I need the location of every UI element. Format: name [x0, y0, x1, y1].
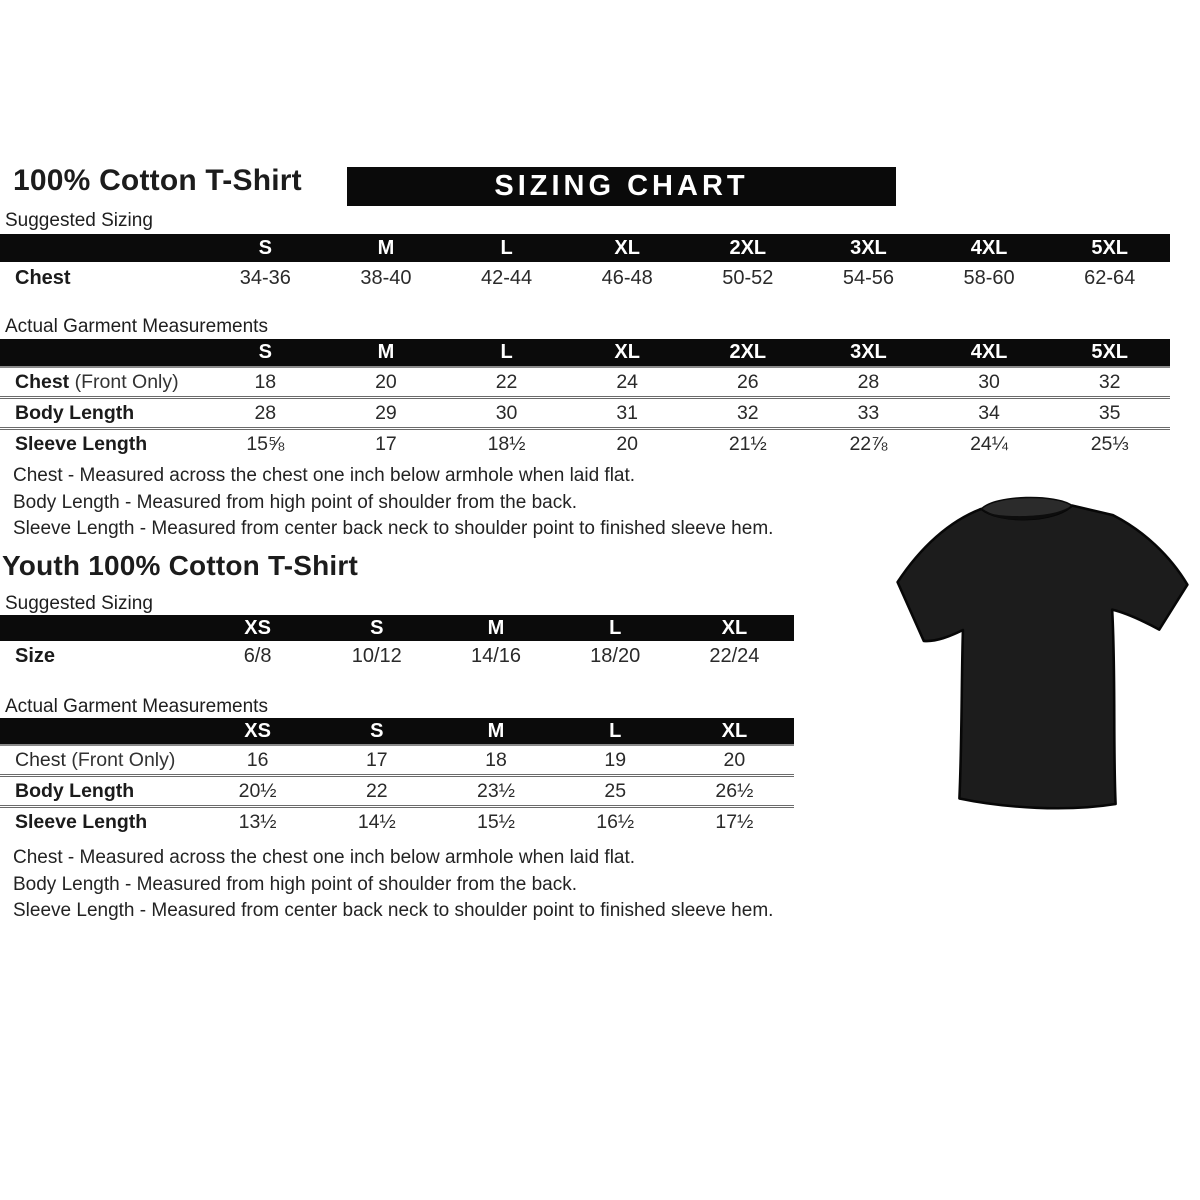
cell: 22/24	[709, 645, 760, 667]
adult-chest-row	[0, 262, 1170, 295]
cell: 50-52	[722, 267, 774, 289]
size-column-header: M	[487, 719, 505, 742]
size-column-header: L	[609, 616, 622, 639]
size-column-header: 4XL	[970, 236, 1008, 259]
tshirt-graphic	[878, 458, 1200, 828]
row-label: Body Length	[15, 779, 135, 802]
cell: 42-44	[480, 267, 533, 289]
cell: 17	[365, 748, 388, 771]
cell: 26	[736, 370, 759, 393]
cell: 32	[1098, 370, 1121, 393]
cell: 24	[616, 370, 639, 393]
note-chest: Chest - Measured across the chest one inch below armhole when laid flat.	[13, 465, 636, 486]
cell: 24¼	[970, 432, 1009, 455]
row-label-suffix: (Front Only)	[69, 370, 179, 393]
size-column-header: L	[500, 341, 513, 363]
size-column-header: XS	[244, 616, 271, 639]
row-label: Size	[15, 645, 56, 667]
black-tshirt-image	[878, 458, 1200, 828]
cell: 13½	[238, 810, 277, 833]
size-column-header: M	[487, 616, 505, 639]
cell: 20	[616, 432, 639, 455]
size-column-header: 2XL	[729, 236, 767, 259]
youth-measurement-notes	[13, 845, 773, 925]
size-column-header: S	[370, 616, 384, 639]
size-column-header: S	[258, 236, 272, 259]
youth-chest-front-only-row	[0, 744, 794, 774]
cell: 15⅝	[246, 432, 285, 455]
size-column-header: 5XL	[1091, 341, 1129, 363]
note-body-length: Body Length - Measured from high point of shoulder from the back.	[13, 491, 577, 513]
note-sleeve-length: Sleeve Length - Measured from center back neck to shoulder point to finished sleeve hem.	[13, 518, 774, 539]
size-column-header: XS	[244, 719, 271, 742]
cell: 38-40	[360, 267, 412, 289]
cell: 46-48	[601, 267, 653, 289]
size-column-header: S	[370, 719, 384, 742]
cell: 33	[857, 401, 880, 424]
size-column-header: XL	[721, 719, 748, 742]
cell: 22⅞	[849, 432, 888, 455]
size-column-header: 5XL	[1091, 236, 1129, 259]
cell: 18	[254, 370, 277, 393]
row-label-main: Chest	[15, 370, 70, 393]
adult-body-length-row	[0, 396, 1170, 427]
cell: 18½	[487, 432, 526, 455]
youth-body-length-row	[0, 774, 794, 805]
adult-sleeve-length-row	[0, 427, 1170, 458]
cell: 20	[375, 370, 397, 393]
cell: 17	[375, 432, 397, 455]
cell: 6/8	[243, 645, 272, 667]
cell: 19	[604, 748, 627, 771]
cell: 28	[254, 401, 277, 424]
youth-size-row	[0, 641, 794, 672]
size-column-header: L	[500, 236, 513, 259]
size-column-header: 3XL	[850, 341, 887, 363]
cell: 10/12	[351, 645, 402, 667]
adult-garment-measurements-label: Actual Garment Measurements	[5, 316, 268, 337]
cell: 29	[375, 401, 397, 424]
cell: 31	[616, 401, 639, 424]
adult-garment-header-row	[0, 339, 1170, 366]
cell: 22	[495, 370, 518, 393]
youth-garment-table	[0, 718, 794, 836]
row-label: Chest	[15, 267, 71, 289]
row-label: Sleeve Length	[15, 432, 148, 455]
cell: 58-60	[963, 267, 1015, 289]
cell: 16½	[596, 810, 635, 833]
cell: 62-64	[1084, 267, 1136, 289]
cell: 26½	[715, 779, 754, 802]
size-column-header: M	[377, 236, 395, 259]
adult-suggested-sizing-table	[0, 234, 1170, 295]
cell: 18/20	[590, 645, 641, 667]
size-column-header: 4XL	[970, 341, 1008, 363]
youth-suggested-sizing-label: Suggested Sizing	[5, 593, 153, 614]
adult-garment-table	[0, 339, 1170, 458]
youth-section-title: Youth 100% Cotton T-Shirt	[2, 550, 359, 581]
youth-suggested-header-row	[0, 615, 794, 641]
cell: 14/16	[470, 645, 522, 667]
cell: 34-36	[239, 267, 291, 289]
adult-section-title: 100% Cotton T-Shirt	[13, 164, 302, 197]
sizing-chart-banner-text: SIZING CHART	[494, 170, 749, 202]
row-label	[0, 371, 205, 394]
cell: 34	[978, 401, 1000, 424]
youth-sleeve-length-row	[0, 805, 794, 836]
cell: 18	[485, 748, 507, 771]
size-column-header: L	[609, 719, 622, 742]
size-column-header: XL	[721, 616, 748, 639]
youth-garment-header-row	[0, 718, 794, 744]
tshirt-body	[896, 504, 1188, 809]
adult-measurement-notes	[13, 463, 773, 543]
note-sleeve-length: Sleeve Length - Measured from center back neck to shoulder point to finished sleeve hem.	[13, 900, 774, 921]
note-body-length: Body Length - Measured from high point of shoulder from the back.	[13, 873, 577, 895]
cell: 30	[495, 401, 518, 424]
size-column-header: S	[258, 341, 272, 363]
row-label	[0, 749, 198, 772]
cell: 25⅓	[1090, 432, 1129, 455]
note-chest: Chest - Measured across the chest one inch below armhole when laid flat.	[13, 847, 636, 868]
adult-suggested-header-row	[0, 234, 1170, 262]
youth-garment-measurements-label: Actual Garment Measurements	[5, 696, 268, 717]
cell: 32	[736, 401, 759, 424]
size-column-header: XL	[614, 236, 640, 259]
cell: 14½	[357, 810, 396, 833]
cell: 28	[857, 370, 880, 393]
cell: 20½	[238, 779, 277, 802]
row-label: Body Length	[15, 401, 135, 424]
row-label-suffix: (Front Only)	[65, 748, 176, 771]
cell: 17½	[715, 810, 754, 833]
cell: 15½	[477, 810, 515, 833]
size-column-header: 3XL	[850, 236, 887, 259]
size-column-header: M	[377, 341, 395, 363]
adult-suggested-sizing-label: Suggested Sizing	[5, 210, 153, 231]
cell: 22	[365, 779, 388, 802]
cell: 30	[978, 370, 1000, 393]
cell: 25	[604, 779, 627, 802]
youth-suggested-sizing-table	[0, 615, 794, 672]
cell: 16	[246, 748, 269, 771]
sizing-chart-banner	[347, 167, 896, 206]
cell: 20	[723, 748, 746, 771]
size-column-header: XL	[614, 341, 640, 363]
cell: 23½	[477, 779, 515, 802]
cell: 35	[1098, 401, 1121, 424]
cell: 54-56	[842, 267, 895, 289]
size-column-header: 2XL	[729, 341, 767, 363]
row-label: Sleeve Length	[15, 810, 148, 833]
cell: 21½	[728, 432, 767, 455]
row-label-main: Chest	[15, 748, 66, 771]
adult-chest-front-only-row	[0, 366, 1170, 396]
